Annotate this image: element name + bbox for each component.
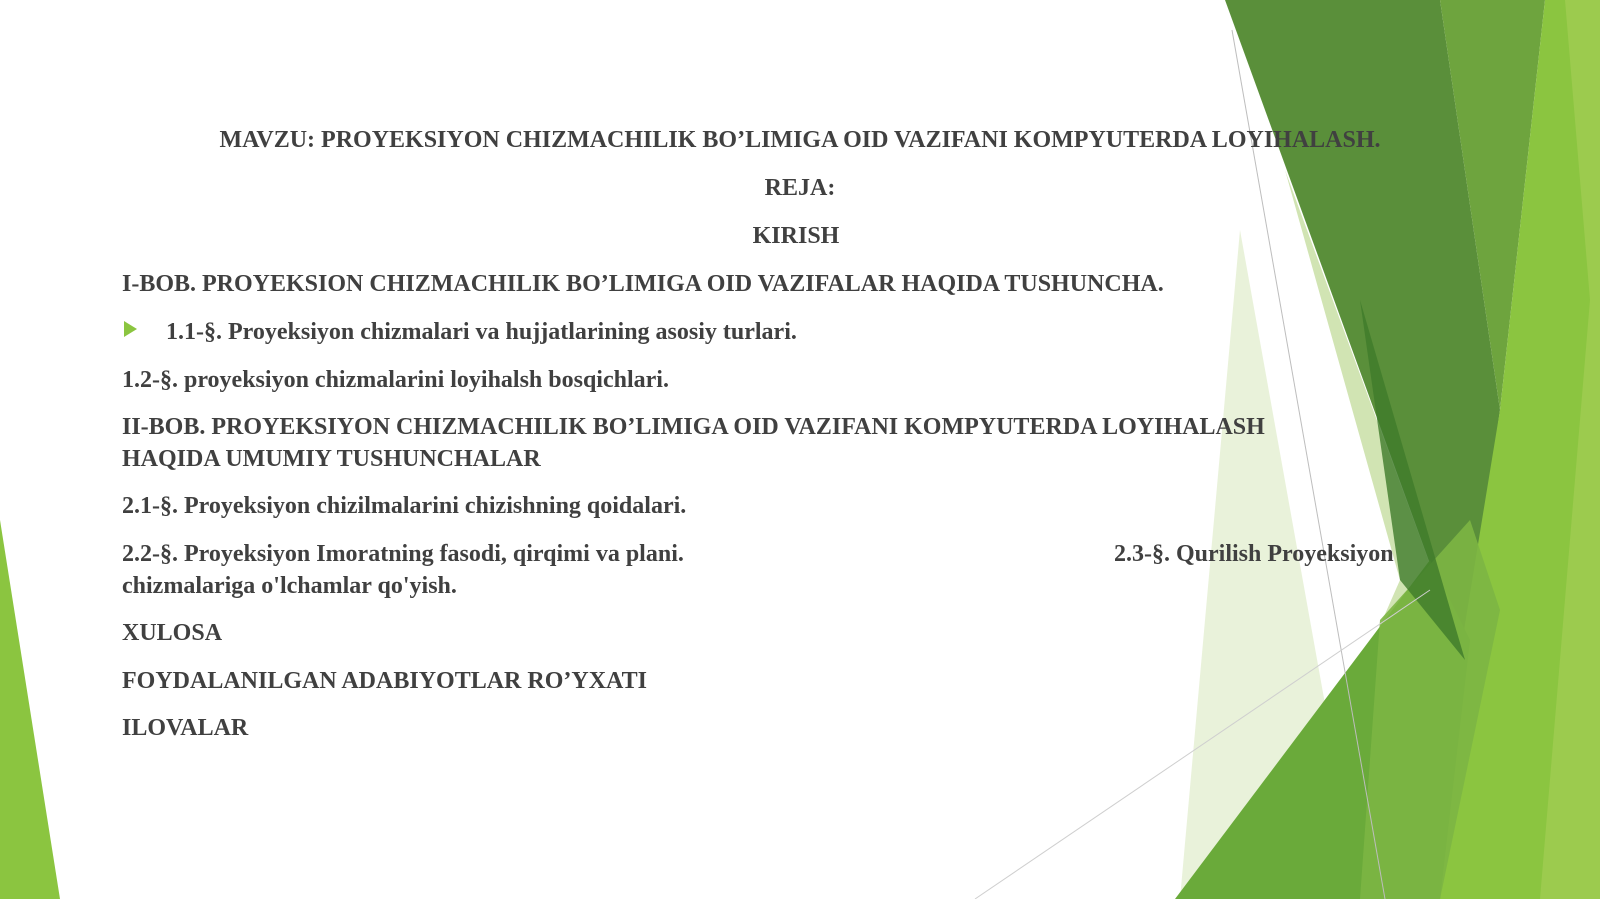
section-2-3-part-2: chizmalariga o'lchamlar qo'yish. [122,573,457,599]
section-1-1: 1.1-§. Proyeksiyon chizmalari va hujjatlarining asosiy turlari. [166,319,797,345]
section-2-3-part-1: 2.3-§. Qurilish Proyeksiyon [1114,541,1394,567]
section-2-1: 2.1-§. Proyeksiyon chizilmalarini chizishning qoidalari. [122,493,687,519]
section-1-2: 1.2-§. proyeksiyon chizmalarini loyihalsh bosqichlari. [122,367,669,393]
bullet-triangle-icon [124,321,137,337]
references-item: FOYDALANILGAN ADABIYOTLAR RO’YXATI [122,668,647,694]
chapter-1-heading: I-BOB. PROYEKSION CHIZMACHILIK BO’LIMIGA OID VAZIFALAR HAQIDA TUSHUNCHA. [122,271,1164,297]
conclusion-item: XULOSA [122,620,223,646]
chapter-2-heading-line-1: II-BOB. PROYEKSIYON CHIZMACHILIK BO’LIMIGA OID VAZIFANI KOMPYUTERDA LOYIHALASH [122,414,1265,440]
plan-heading: REJA: [764,175,836,201]
chapter-2-heading-line-2: HAQIDA UMUMIY TUSHUNCHALAR [122,446,541,472]
slide-title: MAVZU: PROYEKSIYON CHIZMACHILIK BO’LIMIGA OID VAZIFANI KOMPYUTERDA LOYIHALASH. [219,127,1381,153]
appendices-item: ILOVALAR [122,715,249,741]
intro-item: KIRISH [752,223,840,249]
section-2-2: 2.2-§. Proyeksiyon Imoratning fasodi, qirqimi va plani. [122,541,684,567]
